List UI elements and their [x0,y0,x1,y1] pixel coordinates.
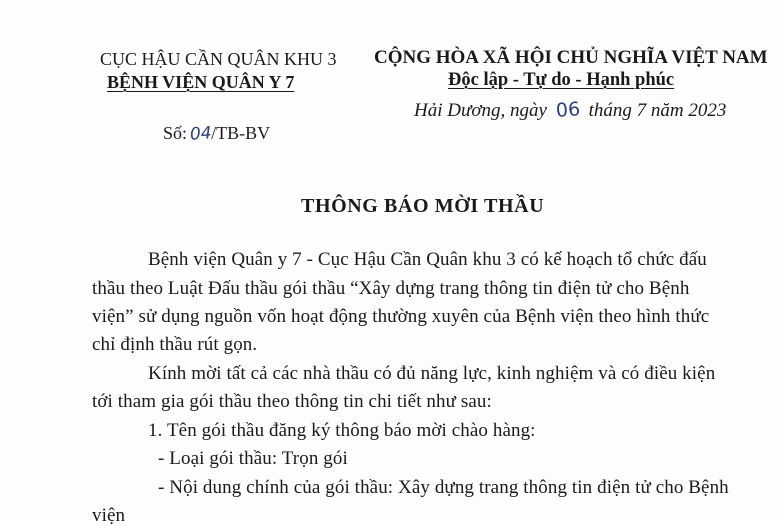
agency-name: CỤC HẬU CẦN QUÂN KHU 3 [100,49,337,69]
document-number-prefix: Số: [163,123,188,143]
body-line: viện” sử dụng nguồn vốn hoạt động thường xuyên của Bệnh viện theo hình thức [92,306,710,327]
document-number [163,124,270,143]
body-line: tới tham gia gói thầu theo thông tin chi tiết như sau: [92,391,492,412]
body-line: - Loại gói thầu: Trọn gói [158,448,348,469]
body-line: viện [92,505,126,526]
body-line: thầu theo Luật Đấu thầu gói thầu “Xây dựng trang thông tin điện tử cho Bệnh [92,278,690,299]
place-date-prefix: Hải Dương, ngày [414,100,547,121]
place-date-suffix: tháng 7 năm 2023 [588,100,727,121]
document-title: THÔNG BÁO MỜI THẦU [301,195,545,217]
country-name: CỘNG HÒA XÃ HỘI CHỦ NGHĨA VIỆT NAM [374,47,768,68]
body-line: chỉ định thầu rút gọn. [92,334,258,355]
body-line: - Nội dung chính của gói thầu: Xây dựng trang thông tin điện tử cho Bệnh [158,477,729,498]
unit-name: BỆNH VIỆN QUÂN Y 7 [107,72,295,92]
handwritten-number: 04 [188,123,212,145]
body-line: Kính mời tất cả các nhà thầu có đủ năng lực, kinh nghiệm và có điều kiện [148,363,716,384]
body-line: Bệnh viện Quân y 7 - Cục Hậu Cần Quân khu 3 có kế hoạch tổ chức đấu [148,249,707,270]
document-number-suffix: /TB-BV [211,123,271,143]
body-line: 1. Tên gói thầu đăng ký thông báo mời chào hàng: [148,420,536,441]
national-motto: Độc lập - Tự do - Hạnh phúc [448,70,675,90]
place-and-date [414,98,727,122]
handwritten-day: 06 [554,98,581,122]
